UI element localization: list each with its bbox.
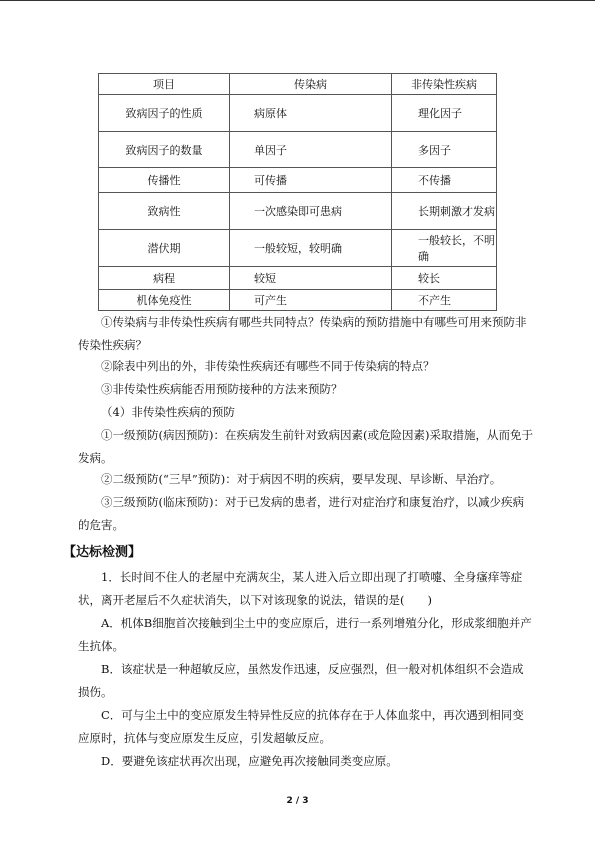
table-cell: 致病性	[99, 193, 230, 230]
table-cell: 理化因子	[392, 95, 497, 132]
table-cell: 不传播	[392, 168, 497, 193]
prevention-tertiary: ③三级预防(临床预防)：对于已发病的患者，进行对症治疗和康复治疗，以减少疾病的危害。	[78, 495, 524, 532]
exercise-option-a: A．机体B细胞首次接触到尘土中的变应原后，进行一系列增殖分化，形成浆细胞并产生抗体。	[78, 616, 532, 653]
table-header-cell: 项目	[99, 74, 230, 95]
prevention-title: （4）非传染性疾病的预防	[101, 405, 235, 419]
table-cell: 可传播	[230, 168, 392, 193]
page-number: 2 / 3	[286, 796, 309, 806]
question-1: ①传染病与非传染性疾病有哪些共同特点？传染病的预防措施中有哪些可用来预防非传染性疾病？	[78, 315, 527, 352]
table-cell: 较长	[392, 267, 497, 290]
table-cell: 致病因子的性质	[99, 95, 230, 132]
section-heading: 【达标检测】	[63, 545, 142, 560]
page-top-border	[0, 0, 595, 1]
table-cell: 一次感染即可患病	[230, 193, 392, 230]
exercise-option-b: B．该症状是一种超敏反应，虽然发作迅速，反应强烈，但一般对机体组织不会造成损伤。	[78, 662, 524, 699]
exercise-option-d: D．要避免该症状再次出现，应避免再次接触同类变应原。	[101, 754, 398, 768]
table-cell: 一般较长，不明确	[392, 230, 497, 267]
table-cell: 机体免疫性	[99, 290, 230, 311]
table-cell: 可产生	[230, 290, 392, 311]
table-header-cell: 非传染性疾病	[392, 74, 497, 95]
table-cell: 致病因子的数量	[99, 132, 230, 168]
table-row	[99, 168, 497, 193]
question-3: ③非传染性疾病能否用预防接种的方法来预防？	[101, 382, 343, 396]
table-cell: 单因子	[230, 132, 392, 168]
table-row	[99, 290, 497, 311]
table-cell: 长期刺激才发病	[392, 193, 497, 230]
exercise-option-c: C．可与尘土中的变应原发生特异性反应的抗体存在于人体血浆中，再次遇到相同变应原时，抗体与变应原发生反应，引发超敏反应。	[78, 708, 524, 745]
prevention-secondary: ②二级预防(“三早”预防)：对于病因不明的疾病，要早发现、早诊断、早治疗。	[101, 472, 502, 486]
table-cell: 不产生	[392, 290, 497, 311]
exercise-stem: 1．长时间不住人的老屋中充满灰尘，某人进入后立即出现了打喷嚏、全身瘙痒等症状，离开老屋后不久症状消失，以下对该现象的说法，错误的是( )	[78, 570, 523, 607]
table-row	[99, 193, 497, 230]
table-row	[99, 230, 497, 267]
table-row	[99, 95, 497, 132]
question-2: ②除表中列出的外，非传染性疾病还有哪些不同于传染病的特点？	[101, 359, 435, 373]
table-cell: 病原体	[230, 95, 392, 132]
table-cell: 一般较短，较明确	[230, 230, 392, 267]
comparison-table	[98, 73, 497, 311]
table-row	[99, 267, 497, 290]
table-cell: 多因子	[392, 132, 497, 168]
table-header-row	[99, 74, 497, 95]
table-cell: 潜伏期	[99, 230, 230, 267]
table-cell: 传播性	[99, 168, 230, 193]
table-cell: 病程	[99, 267, 230, 290]
table-cell: 较短	[230, 267, 392, 290]
prevention-primary: ①一级预防(病因预防)：在疾病发生前针对致病因素(或危险因素)采取措施，从而免于发病。	[78, 428, 533, 465]
table-row	[99, 132, 497, 168]
table-header-cell: 传染病	[230, 74, 392, 95]
